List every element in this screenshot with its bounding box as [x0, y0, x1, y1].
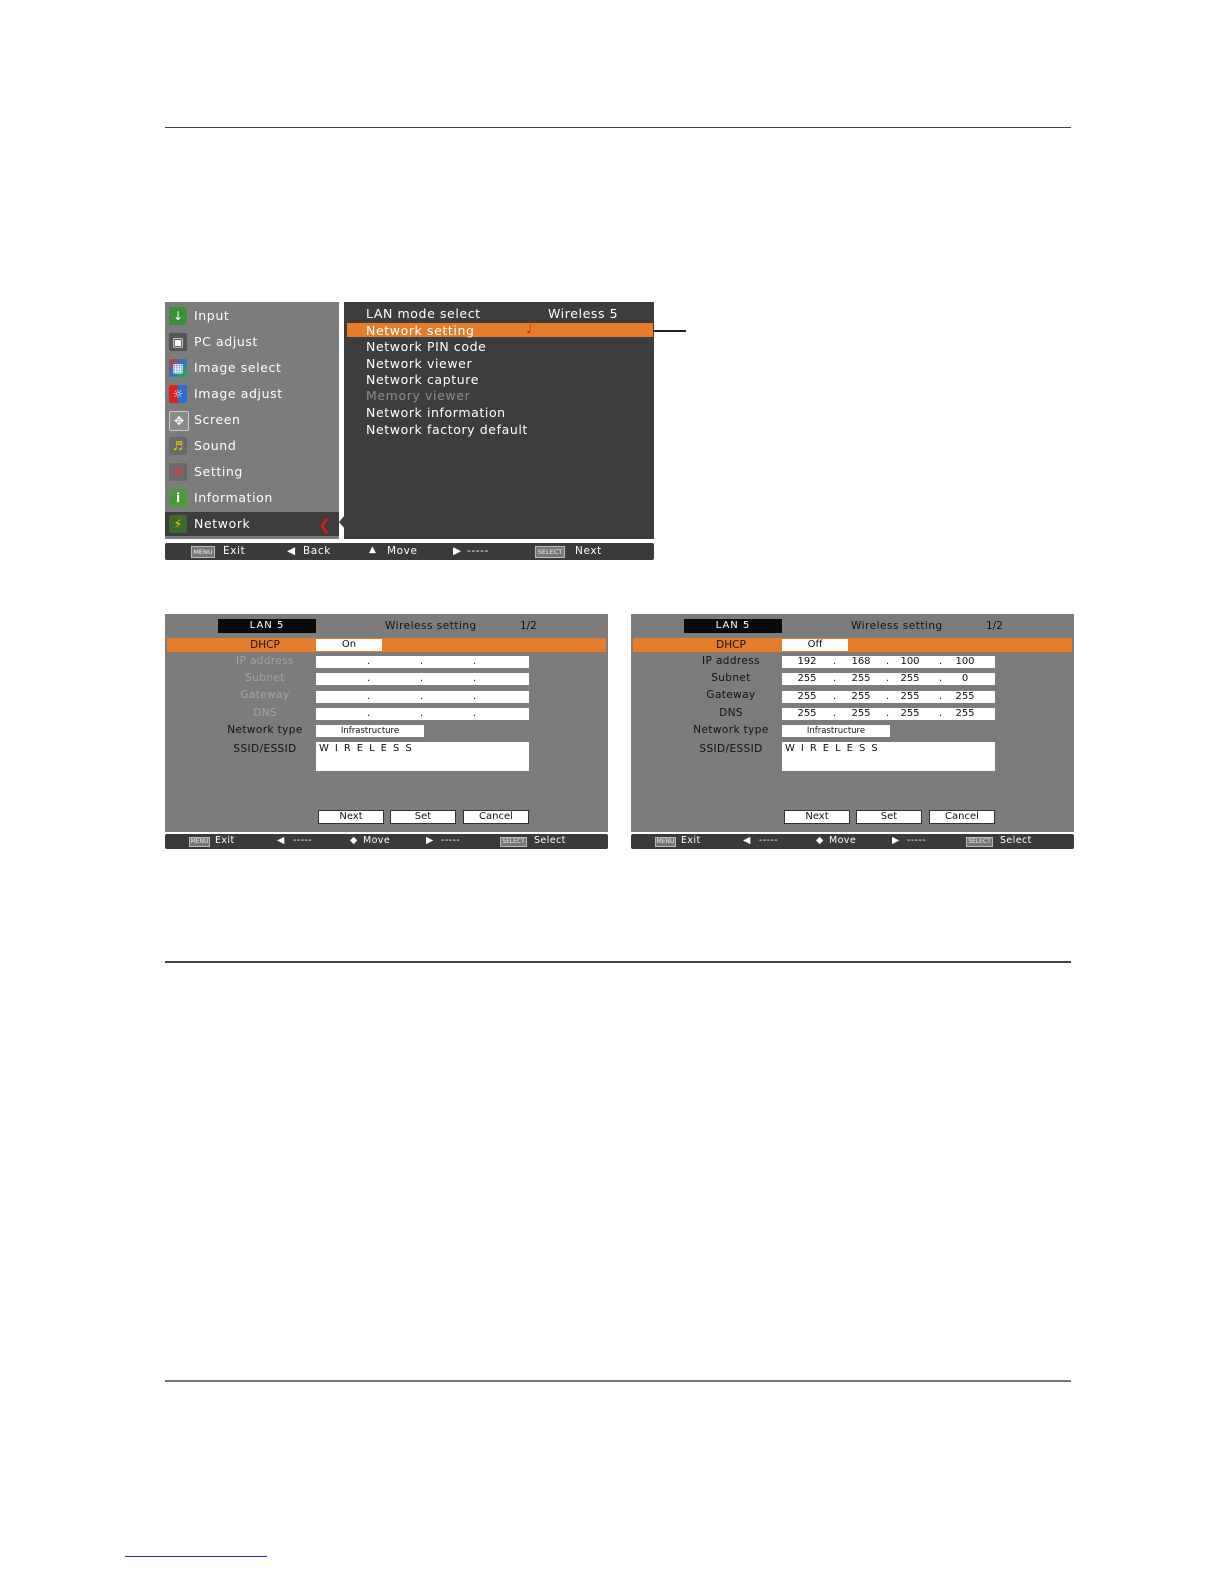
top-rule — [165, 127, 1071, 128]
dns-label: DNS — [719, 707, 743, 719]
select-key-icon: SELECT — [966, 837, 993, 847]
footer-exit: Exit — [215, 835, 235, 846]
footer-move: Move — [829, 835, 857, 846]
octet-dot: . — [939, 673, 943, 684]
octet-dot: . — [833, 673, 837, 684]
wireless-setting-dhcp-on — [165, 614, 608, 849]
octet-dot: . — [939, 708, 943, 719]
sidebar-item-label: Setting — [194, 464, 243, 479]
cancel-button[interactable]: Cancel — [463, 810, 529, 824]
sidebar-item-label: Image adjust — [194, 386, 283, 401]
page-number: 1/2 — [520, 620, 537, 632]
network-type-label: Network type — [227, 724, 303, 736]
footer-right-dashes: ----- — [441, 835, 461, 846]
footer-move: Move — [363, 835, 391, 846]
menu-item-network-setting[interactable]: Network setting — [366, 323, 475, 338]
footer-back: Back — [303, 545, 331, 557]
sidebar-item-label: Information — [194, 490, 273, 505]
up-down-arrow-icon: ◆ — [350, 835, 358, 846]
dhcp-label: DHCP — [250, 639, 280, 651]
image-select-icon: ▦ — [169, 359, 187, 377]
gateway-field — [316, 691, 529, 703]
sidebar-item-image-adjust[interactable] — [165, 382, 339, 406]
sidebar-item-image-select[interactable] — [165, 356, 339, 380]
octet-dot: . — [833, 656, 837, 667]
octet: 0 — [961, 673, 969, 684]
menu-item-memory-viewer: Memory viewer — [366, 388, 471, 403]
lan-mode-value[interactable]: Wireless 5 — [548, 306, 619, 321]
wireless-footer — [165, 834, 608, 849]
gateway-field[interactable] — [782, 691, 995, 703]
subnet-field[interactable] — [782, 673, 995, 685]
ssid-label: SSID/ESSID — [699, 743, 763, 755]
octet: 255 — [955, 691, 975, 702]
sidebar-item-label: PC adjust — [194, 334, 259, 349]
sidebar-item-label: Input — [194, 308, 230, 323]
footer-move: Move — [387, 545, 418, 557]
sidebar-item-information[interactable] — [165, 486, 339, 510]
octet-dot: . — [473, 691, 477, 702]
menu-footer — [165, 543, 654, 560]
ip-address-field — [316, 656, 529, 668]
select-key-icon: SELECT — [500, 837, 527, 847]
menu-item-network-viewer[interactable]: Network viewer — [366, 356, 473, 371]
cursor-icon: ♩ — [526, 322, 533, 337]
main-menu — [165, 302, 654, 560]
sidebar-item-label: Network — [194, 516, 251, 531]
sidebar-item-pc-adjust[interactable] — [165, 330, 339, 354]
up-down-arrow-icon: ▲︎ — [369, 545, 377, 555]
subnet-field — [316, 673, 529, 685]
sidebar-item-label: Sound — [194, 438, 237, 453]
gateway-label: Gateway — [706, 689, 756, 701]
octet-dot: . — [420, 656, 424, 667]
wireless-footer — [631, 834, 1074, 849]
octet-dot: . — [939, 656, 943, 667]
octet-dot: . — [886, 673, 890, 684]
octet-dot: . — [420, 673, 424, 684]
wireless-setting-body — [165, 614, 608, 832]
network-type-value[interactable]: Infrastructure — [316, 725, 424, 737]
octet-dot: . — [367, 708, 371, 719]
menu-key-icon: MENU — [191, 546, 215, 558]
footer-next: Next — [575, 545, 602, 557]
subnet-label: Subnet — [245, 672, 285, 684]
middle-rule — [165, 961, 1071, 963]
menu-item-network-information[interactable]: Network information — [366, 405, 506, 420]
footer-exit: Exit — [223, 545, 246, 557]
input-icon: ↓ — [169, 307, 187, 325]
ssid-label: SSID/ESSID — [233, 743, 297, 755]
left-arrow-icon: ◀ — [743, 835, 751, 846]
octet-dot: . — [420, 708, 424, 719]
footer-left-dashes: ----- — [759, 835, 779, 846]
menu-item-lan-mode-select[interactable]: LAN mode select — [366, 306, 481, 321]
sidebar-item-label: Screen — [194, 412, 241, 427]
ip-address-label: IP address — [701, 655, 761, 667]
octet: 255 — [900, 673, 920, 684]
dhcp-label: DHCP — [716, 639, 746, 651]
sidebar-item-screen[interactable] — [165, 408, 339, 432]
panel-title: Wireless setting — [385, 620, 477, 632]
cancel-button[interactable]: Cancel — [929, 810, 995, 824]
dns-field[interactable] — [782, 708, 995, 720]
octet-dot: . — [473, 708, 477, 719]
information-icon: i — [169, 489, 187, 507]
left-arrow-icon: ◀ — [287, 545, 296, 557]
octet-dot: . — [886, 708, 890, 719]
footer-exit: Exit — [681, 835, 701, 846]
sidebar-item-network[interactable] — [165, 512, 339, 536]
ip-address-label: IP address — [235, 655, 295, 667]
ssid-value: WIRELESS — [319, 743, 418, 754]
dhcp-value[interactable]: Off — [782, 639, 848, 651]
page-number: 1/2 — [986, 620, 1003, 632]
footer-right-dashes: ----- — [907, 835, 927, 846]
subnet-label: Subnet — [711, 672, 751, 684]
dhcp-value[interactable]: On — [316, 639, 382, 651]
octet: 255 — [851, 708, 871, 719]
network-icon: ⚡ — [169, 515, 187, 533]
octet-dot: . — [420, 691, 424, 702]
octet-dot: . — [367, 656, 371, 667]
sound-icon: ♬ — [169, 437, 187, 455]
sidebar-item-setting[interactable] — [165, 460, 339, 484]
menu-item-network-factory-default[interactable]: Network factory default — [366, 422, 528, 437]
panel-title: Wireless setting — [851, 620, 943, 632]
dns-label: DNS — [253, 707, 277, 719]
footer-dashes: ----- — [467, 545, 489, 557]
octet-dot: . — [886, 691, 890, 702]
footer-link-underline — [125, 1556, 267, 1557]
next-button[interactable]: Next — [784, 810, 850, 824]
menu-key-icon: MENU — [190, 838, 209, 845]
ssid-value: WIRELESS — [785, 743, 884, 754]
network-type-label: Network type — [693, 724, 769, 736]
right-arrow-icon: ▶ — [892, 835, 900, 846]
right-arrow-icon: ▶ — [453, 545, 462, 557]
menu-key-icon: MENU — [656, 838, 675, 845]
octet-dot: . — [473, 673, 477, 684]
screen-icon: ✥ — [169, 411, 189, 431]
sidebar-item-label: Image select — [194, 360, 282, 375]
ssid-field[interactable] — [316, 742, 529, 771]
footer-select: Select — [1000, 835, 1032, 846]
sidebar-item-input[interactable] — [165, 304, 339, 328]
sidebar-item-sound[interactable] — [165, 434, 339, 458]
network-type-value[interactable]: Infrastructure — [782, 725, 890, 737]
octet: 255 — [900, 708, 920, 719]
octet: 255 — [797, 708, 817, 719]
ssid-field[interactable] — [782, 742, 995, 771]
octet-dot: . — [833, 691, 837, 702]
octet-dot: . — [473, 656, 477, 667]
left-arrow-icon: ◀ — [277, 835, 285, 846]
dns-field — [316, 708, 529, 720]
set-button[interactable]: Set — [390, 810, 456, 824]
octet-dot: . — [367, 691, 371, 702]
octet: 255 — [797, 691, 817, 702]
selected-arrow-icon: ❮ — [318, 516, 331, 534]
ip-address-field[interactable] — [782, 656, 995, 668]
wireless-setting-body — [631, 614, 1074, 832]
octet: 255 — [851, 673, 871, 684]
bottom-rule — [165, 1380, 1071, 1382]
select-key-icon: SELECT — [535, 546, 565, 558]
tab-lan[interactable]: LAN 5 — [684, 619, 782, 633]
next-button[interactable]: Next — [318, 810, 384, 824]
menu-item-network-pin-code[interactable]: Network PIN code — [366, 339, 487, 354]
image-adjust-icon: ☼ — [169, 385, 187, 403]
octet-dot: . — [939, 691, 943, 702]
up-down-arrow-icon: ◆ — [816, 835, 824, 846]
octet: 192 — [797, 656, 817, 667]
gateway-label: Gateway — [240, 689, 290, 701]
set-button[interactable]: Set — [856, 810, 922, 824]
octet-dot: . — [833, 708, 837, 719]
pc-adjust-icon: ▣ — [169, 333, 187, 351]
octet: 168 — [851, 656, 871, 667]
tab-lan[interactable]: LAN 5 — [218, 619, 316, 633]
setting-icon: ⚒ — [169, 463, 187, 481]
footer-left-dashes: ----- — [293, 835, 313, 846]
network-submenu — [344, 302, 654, 539]
right-arrow-icon: ▶ — [426, 835, 434, 846]
octet-dot: . — [367, 673, 371, 684]
octet: 255 — [797, 673, 817, 684]
menu-item-network-capture[interactable]: Network capture — [366, 372, 480, 387]
footer-select: Select — [534, 835, 566, 846]
wireless-setting-dhcp-off — [631, 614, 1074, 849]
octet-dot: . — [886, 656, 890, 667]
octet: 255 — [900, 691, 920, 702]
octet: 255 — [955, 708, 975, 719]
octet: 255 — [851, 691, 871, 702]
octet: 100 — [900, 656, 920, 667]
menu-sidebar — [165, 302, 339, 539]
octet: 100 — [955, 656, 975, 667]
